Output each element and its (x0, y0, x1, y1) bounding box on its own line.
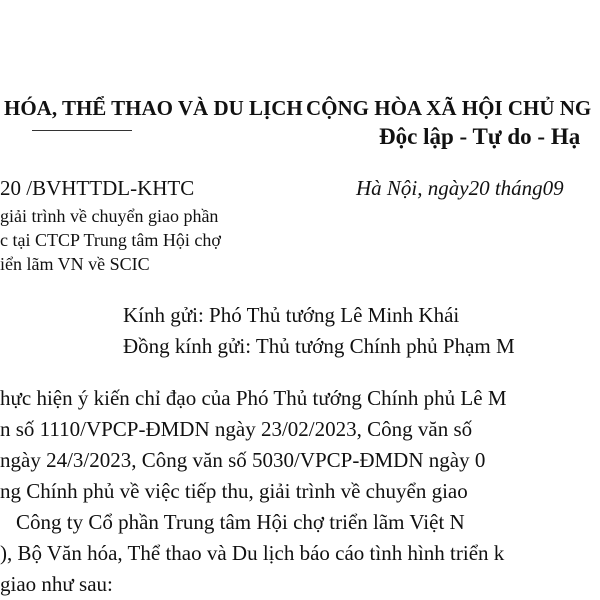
subject-line-3: iển lãm VN về SCIC (0, 254, 150, 274)
body-line-1: hực hiện ý kiến chỉ đạo của Phó Thủ tướng Chính phủ Lê M (0, 386, 507, 410)
document-number: 20 /BVHTTDL-KHTC (0, 176, 195, 200)
recipient-to: Kính gửi: Phó Thủ tướng Lê Minh Khái (123, 303, 460, 327)
ministry-name: HÓA, THỂ THAO VÀ DU LỊCH (4, 96, 303, 120)
body-line-4: ng Chính phủ về việc tiếp thu, giải trình về chuyển giao (0, 479, 468, 503)
subject-line-2: c tại CTCP Trung tâm Hội chợ (0, 230, 221, 250)
body-line-5: Công ty Cổ phần Trung tâm Hội chợ triển lãm Việt N (16, 510, 465, 534)
national-motto: Độc lập - Tự do - Hạ (379, 124, 581, 149)
body-line-2: n số 1110/VPCP-ĐMDN ngày 23/02/2023, Công văn số (0, 417, 473, 441)
body-line-7: giao như sau: (0, 572, 113, 596)
recipient-cc: Đồng kính gửi: Thủ tướng Chính phủ Phạm M (123, 334, 515, 358)
body-line-6: ), Bộ Văn hóa, Thể thao và Du lịch báo cáo tình hình triển k (0, 541, 505, 565)
date-line: Hà Nội, ngày20 tháng09 (356, 176, 564, 200)
republic-title: CỘNG HÒA XÃ HỘI CHỦ NG (306, 96, 592, 120)
body-line-3: ngày 24/3/2023, Công văn số 5030/VPCP-ĐMDN ngày 0 (0, 448, 486, 472)
ministry-underline (32, 130, 132, 131)
subject-line-1: giải trình về chuyển giao phần (0, 206, 219, 226)
